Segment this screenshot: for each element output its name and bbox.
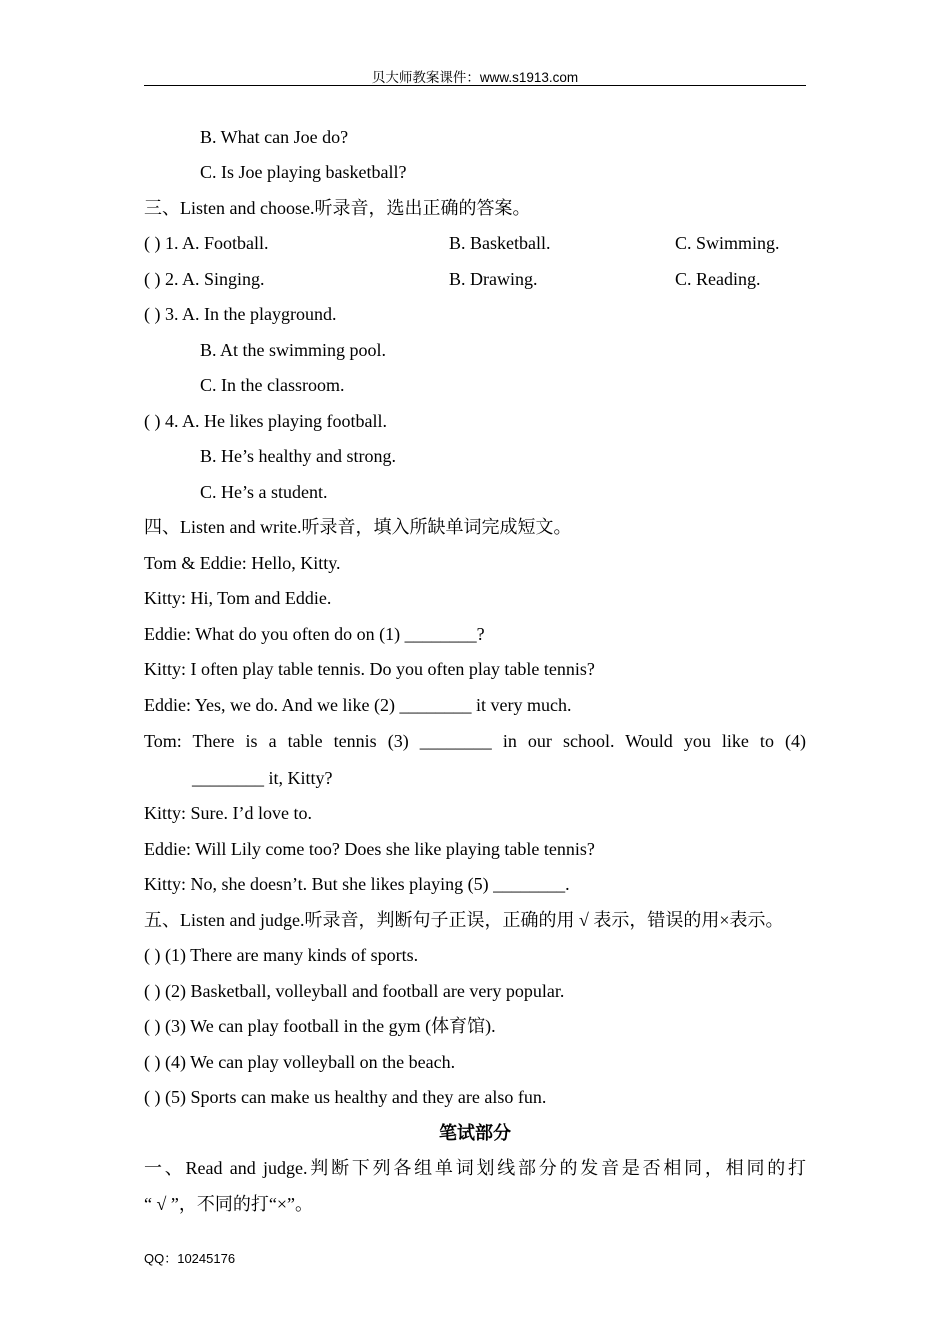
dialogue-line: Tom: There is a table tennis (3) ________ in our school. Would you like to (4) [144, 731, 806, 751]
dialogue-line: Tom & Eddie: Hello, Kitty. [144, 553, 341, 573]
written-part-title: 笔试部分 [439, 1123, 511, 1143]
judge-item: ( ) (5) Sports can make us healthy and they are also fun. [144, 1087, 547, 1107]
written-section-1-title: 一、Read and judge.判断下列各组单词划线部分的发音是否相同，相同的打 [144, 1158, 806, 1178]
judge-item: ( ) (3) We can play football in the gym (体育馆). [144, 1016, 496, 1036]
s3-q4-option-c: C. He’s a student. [200, 482, 328, 502]
judge-item: ( ) (4) We can play volleyball on the beach. [144, 1052, 456, 1072]
section-4-title: 四、Listen and write.听录音，填入所缺单词完成短文。 [144, 517, 572, 537]
s3-q3-option-a: ( ) 3. A. In the playground. [144, 304, 337, 324]
dialogue-line-continued: ________ it, Kitty? [192, 768, 333, 788]
dialogue-line: Kitty: I often play table tennis. Do you often play table tennis? [144, 659, 595, 679]
s3-q1-option-a: ( ) 1. A. Football. [144, 233, 269, 253]
judge-item: ( ) (1) There are many kinds of sports. [144, 945, 419, 965]
s3-q3-option-b: B. At the swimming pool. [200, 340, 387, 360]
dialogue-line: Eddie: Will Lily come too? Does she like playing table tennis? [144, 839, 595, 859]
page-header: 贝大师教案课件：www.s1913.com [371, 70, 579, 85]
header-divider [144, 85, 806, 86]
page-footer: QQ：10245176 [144, 1251, 236, 1266]
s3-q2-option-a: ( ) 2. A. Singing. [144, 269, 265, 289]
section-3-title: 三、Listen and choose.听录音，选出正确的答案。 [144, 198, 531, 218]
s3-q4-option-b: B. He’s healthy and strong. [200, 446, 396, 466]
judge-item: ( ) (2) Basketball, volleyball and football are very popular. [144, 981, 565, 1001]
s3-q4-option-a: ( ) 4. A. He likes playing football. [144, 411, 387, 431]
dialogue-line: Kitty: Sure. I’d love to. [144, 803, 312, 823]
option-line: B. What can Joe do? [200, 127, 349, 147]
option-line: C. Is Joe playing basketball? [200, 162, 407, 182]
s3-q1-option-c: C. Swimming. [675, 233, 780, 253]
s3-q3-option-c: C. In the classroom. [200, 375, 345, 395]
dialogue-line: Kitty: No, she doesn’t. But she likes playing (5) ________. [144, 874, 570, 894]
dialogue-line: Eddie: What do you often do on (1) ________? [144, 624, 485, 644]
s3-q1-option-b: B. Basketball. [449, 233, 551, 253]
s3-q2-option-b: B. Drawing. [449, 269, 538, 289]
dialogue-line: Kitty: Hi, Tom and Eddie. [144, 588, 332, 608]
section-5-title: 五、Listen and judge.听录音，判断句子正误，正确的用 √ 表示，错误的用×表示。 [144, 910, 784, 930]
dialogue-line: Eddie: Yes, we do. And we like (2) ________ it very much. [144, 695, 572, 715]
written-section-1-title-continued: “ √ ”，不同的打“×”。 [144, 1194, 313, 1214]
s3-q2-option-c: C. Reading. [675, 269, 761, 289]
